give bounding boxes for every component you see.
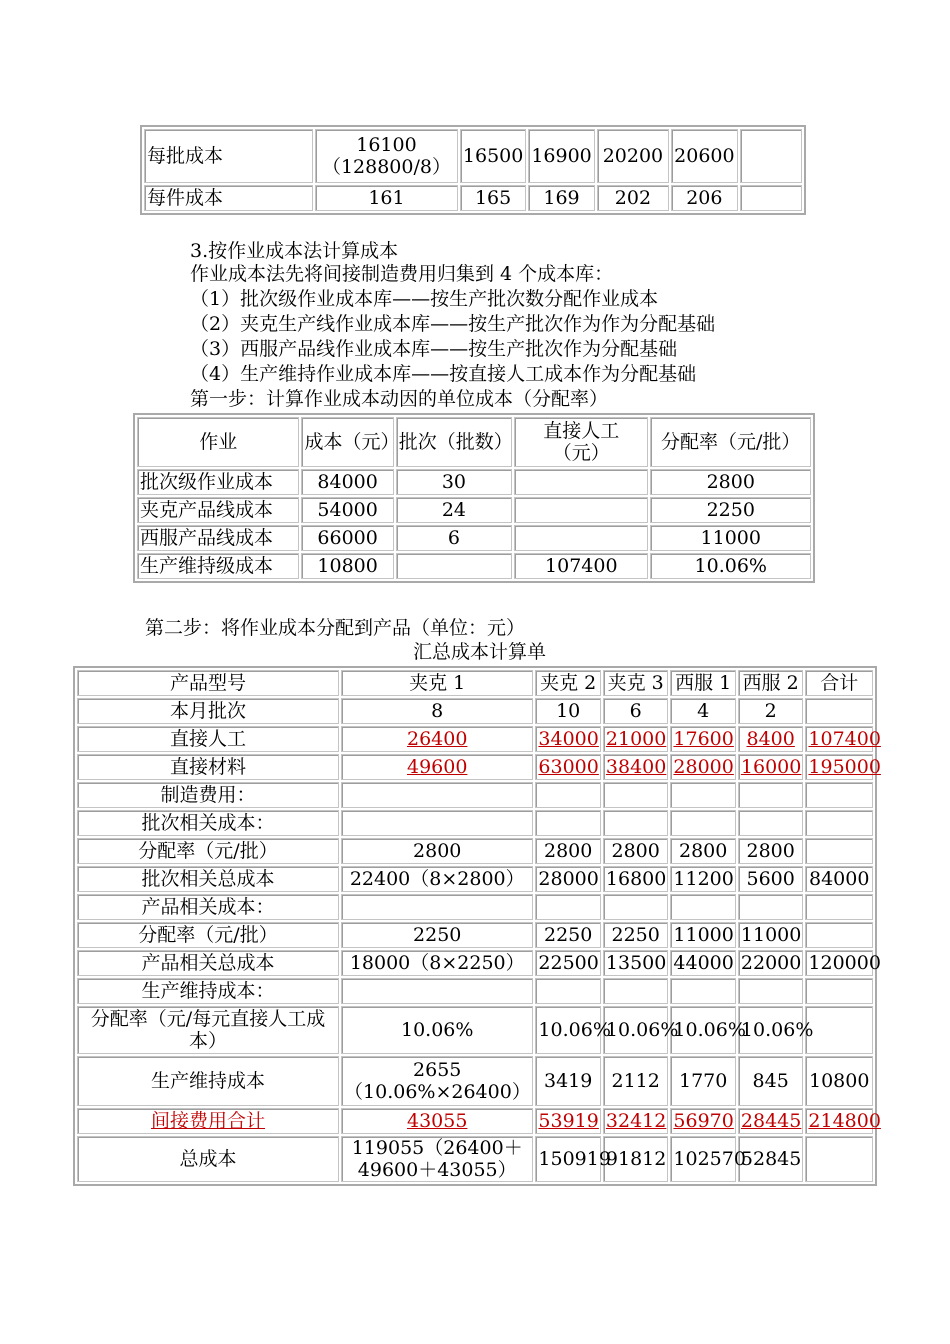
cost-pool-item: （3）西服产品线作业成本库——按生产批次作为分配基础 xyxy=(190,338,678,360)
table-cell: 10 xyxy=(535,698,601,724)
row-label: 生产维持级成本 xyxy=(137,553,299,579)
table-row xyxy=(77,838,873,864)
table-cell: 11000 xyxy=(670,922,736,948)
table-cell: 34000 xyxy=(535,726,601,752)
table-cell: 202 xyxy=(597,185,669,211)
table-row xyxy=(137,497,811,523)
table-cell xyxy=(805,978,873,1004)
table-cell xyxy=(805,698,873,724)
table-cell: 49600 xyxy=(341,754,533,780)
table-cell: 6 xyxy=(396,525,512,551)
activity-rate-table xyxy=(133,413,815,583)
column-header: 西服 1 xyxy=(670,670,736,696)
table-cell: 2800 xyxy=(341,838,533,864)
table-cell: 4 xyxy=(670,698,736,724)
section-heading: 3.按作业成本法计算成本 xyxy=(190,240,399,262)
table-cell: 13500 xyxy=(603,950,669,976)
table-cell xyxy=(535,978,601,1004)
table-cell xyxy=(805,838,873,864)
table-cell: 195000 xyxy=(805,754,873,780)
table-cell: 16800 xyxy=(603,866,669,892)
table-cell xyxy=(514,497,648,523)
table-row xyxy=(77,1006,873,1054)
table-cell: 10.06% xyxy=(670,1006,736,1054)
table-cell: 30 xyxy=(396,469,512,495)
row-label: 间接费用合计 xyxy=(77,1108,339,1134)
row-label: 生产维持成本 xyxy=(77,1056,339,1106)
table-cell: 107400 xyxy=(514,553,648,579)
table-cell: 16900 xyxy=(528,129,594,183)
table-cell xyxy=(738,978,804,1004)
table-cell: 165 xyxy=(460,185,526,211)
table-row xyxy=(137,553,811,579)
table-cell xyxy=(670,810,736,836)
table-row xyxy=(137,525,811,551)
table-cell: 8 xyxy=(341,698,533,724)
column-header: 夹克 3 xyxy=(603,670,669,696)
table-cell: 2112 xyxy=(603,1056,669,1106)
table-cell xyxy=(740,129,802,183)
table-cell: 120000 xyxy=(805,950,873,976)
column-header: 夹克 2 xyxy=(535,670,601,696)
table-row xyxy=(144,129,802,183)
row-label: 批次相关总成本 xyxy=(77,866,339,892)
table-cell: 22500 xyxy=(535,950,601,976)
table-cell: 20600 xyxy=(671,129,737,183)
row-label: 分配率（元/批） xyxy=(77,922,339,948)
row-label: 总成本 xyxy=(77,1136,339,1182)
table-cell: 38400 xyxy=(603,754,669,780)
row-label: 批次相关成本： xyxy=(77,810,339,836)
table-row xyxy=(77,866,873,892)
table-cell: 119055（26400＋49600＋43055） xyxy=(341,1136,533,1182)
table-cell xyxy=(341,810,533,836)
table-cell xyxy=(805,894,873,920)
table-cell: 10.06% xyxy=(738,1006,804,1054)
table-cell: 6 xyxy=(603,698,669,724)
table-cell xyxy=(603,810,669,836)
table-cell xyxy=(396,553,512,579)
table-cell: 102570 xyxy=(670,1136,736,1182)
table-cell xyxy=(341,782,533,808)
row-label: 每件成本 xyxy=(144,185,313,211)
table-cell xyxy=(805,1136,873,1182)
column-header: 合计 xyxy=(805,670,873,696)
summary-cost-table xyxy=(73,666,881,1186)
table-cell: 53919 xyxy=(535,1108,601,1134)
table-cell: 10.06% xyxy=(603,1006,669,1054)
table-row xyxy=(77,950,873,976)
table-row xyxy=(77,754,873,780)
row-label: 夹克产品线成本 xyxy=(137,497,299,523)
row-label: 每批成本 xyxy=(144,129,313,183)
table-cell: 16100（128800/8） xyxy=(315,129,458,183)
table-cell: 10800 xyxy=(301,553,393,579)
table-row xyxy=(144,185,802,211)
cost-pool-item: （4）生产维持作业成本库——按直接人工成本作为分配基础 xyxy=(190,363,697,385)
row-label: 直接材料 xyxy=(77,754,339,780)
table-cell: 2800 xyxy=(603,838,669,864)
table-cell xyxy=(603,978,669,1004)
column-header: 成本（元） xyxy=(301,417,393,467)
table-cell xyxy=(805,810,873,836)
table-cell xyxy=(805,782,873,808)
row-label: 产品相关成本： xyxy=(77,894,339,920)
table-cell xyxy=(738,894,804,920)
table-row xyxy=(77,1056,873,1106)
table-cell: 18000（8×2250） xyxy=(341,950,533,976)
column-header: 作业 xyxy=(137,417,299,467)
table-row xyxy=(77,726,873,752)
table-cell xyxy=(341,978,533,1004)
table-cell xyxy=(341,894,533,920)
table-cell: 56970 xyxy=(670,1108,736,1134)
table-row xyxy=(77,810,873,836)
table-cell: 3419 xyxy=(535,1056,601,1106)
table-cell: 150919 xyxy=(535,1136,601,1182)
table-cell: 22400（8×2800） xyxy=(341,866,533,892)
column-header: 分配率（元/批） xyxy=(650,417,811,467)
table-cell: 169 xyxy=(528,185,594,211)
table-cell: 84000 xyxy=(805,866,873,892)
table-row xyxy=(77,1108,873,1134)
row-label: 批次级作业成本 xyxy=(137,469,299,495)
table-cell: 10800 xyxy=(805,1056,873,1106)
section-intro: 作业成本法先将间接制造费用归集到 4 个成本库： xyxy=(190,263,614,285)
table-cell: 214800 xyxy=(805,1108,873,1134)
table-cell: 2800 xyxy=(670,838,736,864)
table-cell: 2250 xyxy=(535,922,601,948)
table-cell xyxy=(740,185,802,211)
table-cell: 11000 xyxy=(650,525,811,551)
table-cell xyxy=(805,1006,873,1054)
table-cell: 5600 xyxy=(738,866,804,892)
unit-cost-table xyxy=(140,125,806,215)
table-cell: 17600 xyxy=(670,726,736,752)
row-label: 本月批次 xyxy=(77,698,339,724)
table-cell xyxy=(670,782,736,808)
table-cell: 66000 xyxy=(301,525,393,551)
row-label: 西服产品线成本 xyxy=(137,525,299,551)
table-cell xyxy=(738,810,804,836)
cost-pool-item: （2）夹克生产线作业成本库——按生产批次作为作为分配基础 xyxy=(190,313,716,335)
table-cell: 161 xyxy=(315,185,458,211)
table-row xyxy=(77,698,873,724)
column-header: 西服 2 xyxy=(738,670,804,696)
table-cell: 24 xyxy=(396,497,512,523)
table-cell: 2800 xyxy=(738,838,804,864)
table-cell xyxy=(603,782,669,808)
table-cell: 11000 xyxy=(738,922,804,948)
table-cell: 54000 xyxy=(301,497,393,523)
table-row xyxy=(77,782,873,808)
table-cell: 2250 xyxy=(603,922,669,948)
table-header-row xyxy=(137,417,811,467)
table-cell: 63000 xyxy=(535,754,601,780)
table-cell: 206 xyxy=(671,185,737,211)
table-cell: 28000 xyxy=(535,866,601,892)
row-label: 分配率（元/每元直接人工成本） xyxy=(77,1006,339,1054)
table-row xyxy=(77,922,873,948)
table-cell: 16000 xyxy=(738,754,804,780)
row-label: 直接人工 xyxy=(77,726,339,752)
table-cell: 28000 xyxy=(670,754,736,780)
table-cell: 845 xyxy=(738,1056,804,1106)
table-cell: 2250 xyxy=(341,922,533,948)
table-cell: 10.06% xyxy=(650,553,811,579)
table-cell xyxy=(535,810,601,836)
table-cell: 2655（10.06%×26400） xyxy=(341,1056,533,1106)
column-header: 批次（批数） xyxy=(396,417,512,467)
table-cell: 91812 xyxy=(603,1136,669,1182)
table-cell: 28445 xyxy=(738,1108,804,1134)
table-cell: 32412 xyxy=(603,1108,669,1134)
cost-pool-item: （1）批次级作业成本库——按生产批次数分配作业成本 xyxy=(190,288,659,310)
table-cell: 10.06% xyxy=(535,1006,601,1054)
table-row xyxy=(77,1136,873,1182)
table-cell xyxy=(670,978,736,1004)
table-cell xyxy=(514,469,648,495)
table-cell: 8400 xyxy=(738,726,804,752)
row-label: 产品相关总成本 xyxy=(77,950,339,976)
table-row xyxy=(77,894,873,920)
table-cell: 43055 xyxy=(341,1108,533,1134)
table-header-row xyxy=(77,670,873,696)
row-label: 制造费用： xyxy=(77,782,339,808)
table-cell: 11200 xyxy=(670,866,736,892)
table-cell xyxy=(514,525,648,551)
table-cell: 2800 xyxy=(535,838,601,864)
table-row xyxy=(137,469,811,495)
table-row xyxy=(77,978,873,1004)
table-cell: 2250 xyxy=(650,497,811,523)
table-cell: 2 xyxy=(738,698,804,724)
table-cell xyxy=(535,894,601,920)
table-cell: 21000 xyxy=(603,726,669,752)
step-one-heading: 第一步：计算作业成本动因的单位成本（分配率） xyxy=(190,388,609,410)
step-two-heading: 第二步：将作业成本分配到产品（单位：元） xyxy=(145,617,526,639)
table-cell: 10.06% xyxy=(341,1006,533,1054)
row-label: 分配率（元/批） xyxy=(77,838,339,864)
table-cell xyxy=(738,782,804,808)
table-cell: 20200 xyxy=(597,129,669,183)
table-cell xyxy=(535,782,601,808)
table-cell xyxy=(670,894,736,920)
table-cell: 1770 xyxy=(670,1056,736,1106)
table-cell xyxy=(603,894,669,920)
column-header: 直接人工（元） xyxy=(514,417,648,467)
table-cell: 2800 xyxy=(650,469,811,495)
table-cell: 16500 xyxy=(460,129,526,183)
table-cell: 26400 xyxy=(341,726,533,752)
table-cell: 44000 xyxy=(670,950,736,976)
summary-table-title: 汇总成本计算单 xyxy=(413,641,547,663)
table-cell: 52845 xyxy=(738,1136,804,1182)
table-cell xyxy=(805,922,873,948)
column-header: 夹克 1 xyxy=(341,670,533,696)
table-cell: 22000 xyxy=(738,950,804,976)
row-label: 生产维持成本： xyxy=(77,978,339,1004)
table-cell: 84000 xyxy=(301,469,393,495)
column-header: 产品型号 xyxy=(77,670,339,696)
table-cell: 107400 xyxy=(805,726,873,752)
